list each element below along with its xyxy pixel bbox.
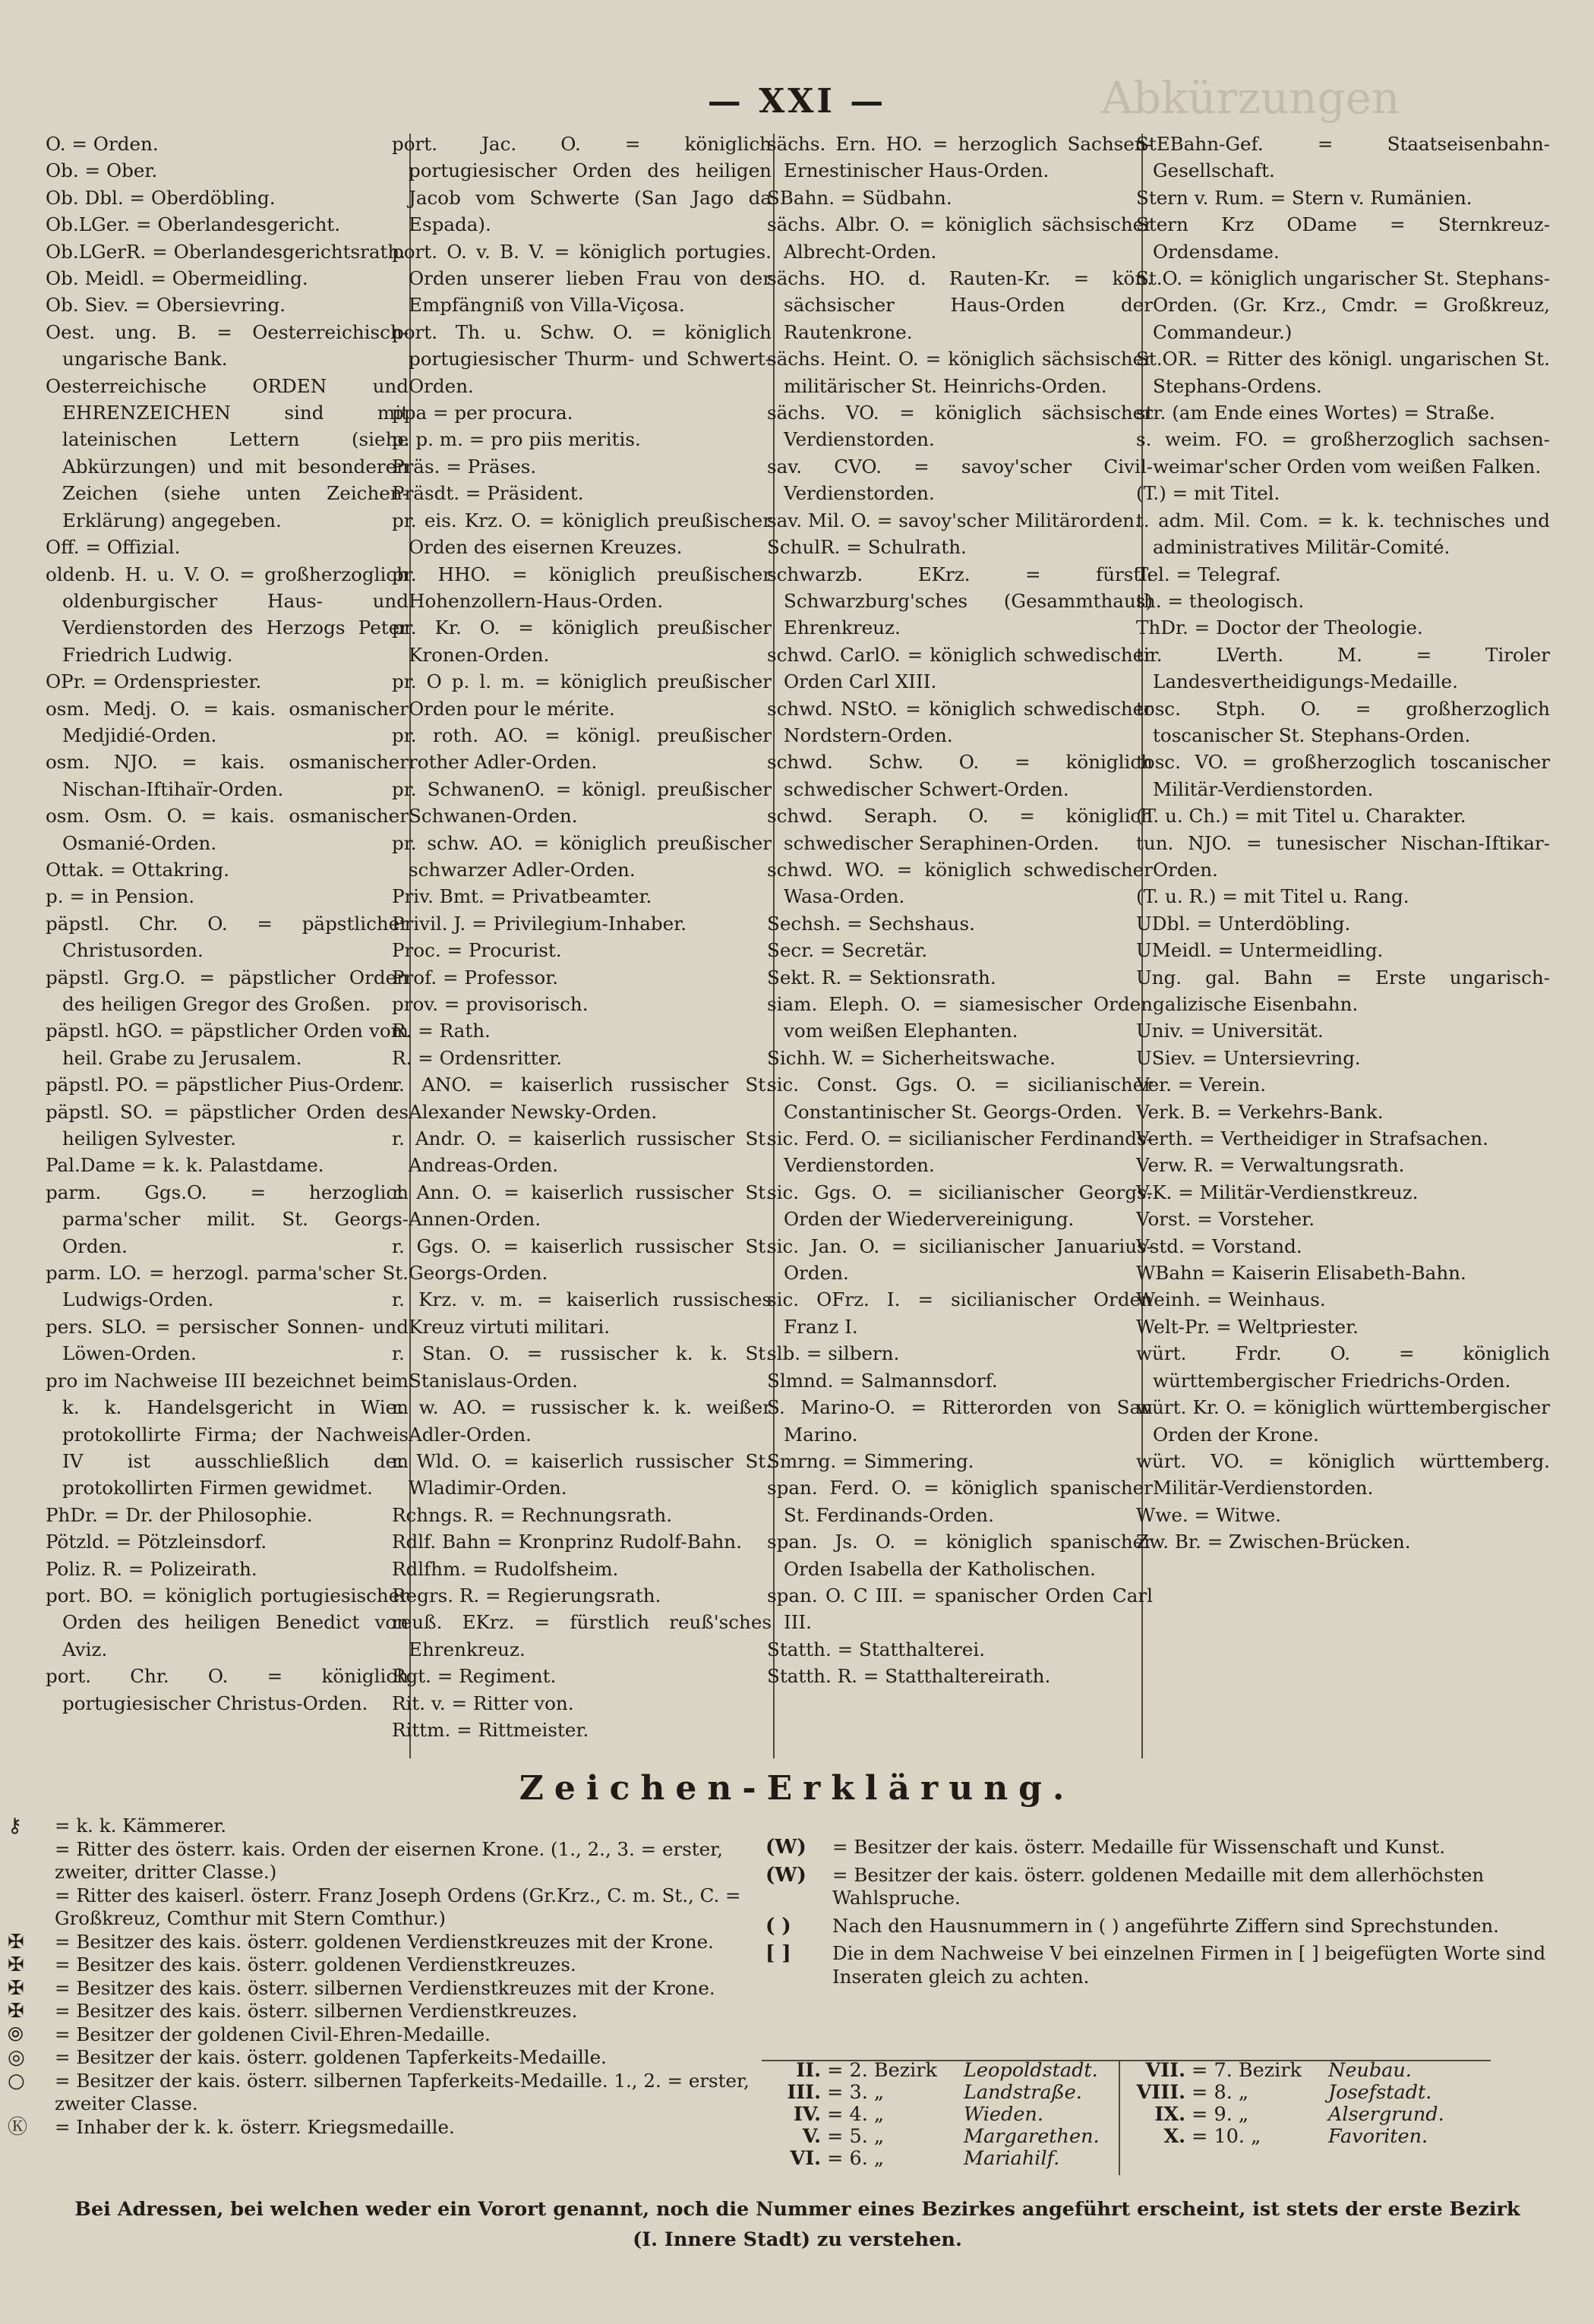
district-name: Alsergrund.: [1328, 2103, 1444, 2126]
abbreviation-entry: Pal.Dame = k. k. Palastdame.: [46, 1154, 324, 1177]
abbreviation-entry: th. = theologisch.: [1136, 589, 1305, 612]
district-name: Leopoldstadt.: [964, 2059, 1098, 2082]
abbreviation-entry: sic. Ggs. O. = sicilianischer Georgs-Orden der Wiedervereinigung.: [767, 1181, 1153, 1231]
legend-symbol-icon: ○: [8, 2069, 25, 2092]
abbreviation-entry: ThDr. = Doctor der Theologie.: [1136, 616, 1423, 639]
footer-note: [53, 2194, 1542, 2255]
abbreviation-entry: p. p. m. = pro piis meritis.: [392, 428, 641, 451]
abbreviation-entry: r. Andr. O. = kaiserlich russischer St. Andreas-Orden.: [392, 1127, 772, 1177]
legend-text: = Besitzer des kais. österr. silbernen Verdienstkreuzes mit der Krone.: [55, 1976, 715, 1999]
abbreviation-entry: Rdlf. Bahn = Kronprinz Rudolf-Bahn.: [392, 1531, 742, 1553]
district-name: Margarethen.: [964, 2125, 1100, 2148]
abbreviation-entry: Verth. = Vertheidiger in Strafsachen.: [1136, 1127, 1488, 1150]
abbreviation-entry: tun. NJO. = tunesischer Nischan-Iftikar-Orden.: [1136, 831, 1550, 881]
footer-line-2: (I. Innere Stadt) zu verstehen.: [633, 2228, 962, 2251]
abbreviation-entry: pers. SLO. = persischer Sonnen- und Löwen-Orden.: [46, 1315, 409, 1365]
abbreviation-entry: Sichh. W. = Sicherheitswache.: [767, 1046, 1056, 1069]
district-numeral: II.: [796, 2059, 821, 2082]
abbreviation-entry: sav. Mil. O. = savoy'scher Militärorden.: [767, 509, 1141, 531]
abbreviation-entry: Welt-Pr. = Weltpriester.: [1136, 1315, 1359, 1338]
symbol-legend-right: [759, 1836, 1564, 1993]
abbreviation-entry: Pötzld. = Pötzleinsdorf.: [46, 1531, 267, 1553]
district-number: = 9. „: [1192, 2103, 1249, 2126]
abbreviation-columns: [0, 131, 1594, 1763]
abbreviation-entry: schwd. NStO. = königlich schwedischer Nordstern-Orden.: [767, 697, 1153, 746]
district-row: [1126, 2104, 1483, 2126]
abbreviation-entry: päpstl. PO. = päpstlicher Pius-Orden.: [46, 1074, 400, 1096]
abbreviation-entry: port. Jac. O. = königlich portugiesischer Orden des heiligen Jacob vom Schwerte (San Jago da Espada).: [392, 133, 772, 236]
abbreviation-entry: ppa = per procura.: [392, 402, 573, 424]
abbreviation-entry: päpstl. Grg.O. = päpstlicher Orden des heiligen Gregor des Großen.: [46, 966, 409, 1015]
abbreviation-entry: r. Krz. v. m. = kaiserlich russisches Kreuz virtuti militari.: [392, 1288, 772, 1338]
abbreviation-entry: osm. Medj. O. = kais. osmanischer Medjidié-Orden.: [46, 697, 409, 746]
legend-row: [0, 2070, 759, 2116]
abbreviation-entry: sic. Ferd. O. = sicilianischer Ferdinands-Verdienstorden.: [767, 1127, 1153, 1177]
district-numeral: V.: [802, 2125, 821, 2148]
district-list-left: [762, 2060, 1119, 2170]
abbreviation-entry: sächs. Heint. O. = königlich sächsischer militärischer St. Heinrichs-Orden.: [767, 348, 1153, 397]
abbreviation-entry: pr. HHO. = königlich preußischer Hohenzollern-Haus-Orden.: [392, 563, 772, 612]
abbreviation-entry: Statth. = Statthalterei.: [767, 1638, 986, 1660]
legend-text: = Besitzer der kais. österr. Medaille für Wissenschaft und Kunst.: [832, 1836, 1446, 1858]
legend-symbol-icon: ✠: [8, 1953, 24, 1976]
abbreviation-entry: sic. Jan. O. = sicilianischer Januarius-Orden.: [767, 1235, 1153, 1285]
abbreviation-entry: päpstl. hGO. = päpstlicher Orden vom heil. Grabe zu Jerusalem.: [46, 1020, 409, 1069]
abbreviation-entry: parm. LO. = herzogl. parma'scher St. Ludwigs-Orden.: [46, 1262, 409, 1311]
abbreviation-entry: sächs. VO. = königlich sächsischer Verdienstorden.: [767, 402, 1153, 451]
abbreviation-entry: reuß. EKrz. = fürstlich reuß'sches Ehrenkreuz.: [392, 1611, 772, 1660]
abbreviation-entry: parm. Ggs.O. = herzoglich parma'scher milit. St. Georgs-Orden.: [46, 1181, 409, 1257]
abbreviation-entry: Statth. R. = Statthaltereirath.: [767, 1665, 1051, 1688]
abbreviation-entry: Oesterreichische ORDEN und EHRENZEICHEN sind mit lateinischen Lettern (siehe Abkürzungen) und mit besonderen Zeichen (siehe unten Zeichen-Erklärung) angegeben.: [46, 374, 409, 531]
abbreviation-entry: Präsdt. = Präsident.: [392, 482, 584, 505]
abbreviation-entry: sächs. HO. d. Rauten-Kr. = kön. sächsischer Haus-Orden der Rautenkrone.: [767, 267, 1153, 343]
abbreviation-entry: Stern Krz ODame = Sternkreuz-Ordensdame.: [1136, 213, 1550, 263]
abbreviation-entry: t. adm. Mil. Com. = k. k. technisches und administratives Militär-Comité.: [1136, 509, 1550, 559]
legend-text: = Besitzer der kais. österr. goldenen Tapferkeits-Medaille.: [55, 2046, 607, 2068]
abbreviation-entry: Priv. Bmt. = Privatbeamter.: [392, 885, 652, 908]
abbreviation-entry: Präs. = Präses.: [392, 455, 537, 478]
legend-symbol-icon: ◎: [8, 2046, 25, 2069]
abbreviation-entry: Sechsh. = Sechshaus.: [767, 912, 975, 935]
abbreviation-entry: Ob. Dbl. = Oberdöbling.: [46, 186, 276, 209]
abbreviation-entry: Vorst. = Vorsteher.: [1136, 1208, 1315, 1231]
abbreviation-entry: port. BO. = königlich portugiesischer Orden des heiligen Benedict von Aviz.: [46, 1584, 409, 1660]
abbreviation-column-1: [46, 131, 409, 1717]
abbreviation-entry: span. O. C III. = spanischer Orden Carl III.: [767, 1584, 1153, 1634]
legend-symbol-icon: ⚷: [8, 1815, 23, 1837]
district-name: Wieden.: [964, 2103, 1043, 2126]
abbreviation-entry: Off. = Offizial.: [46, 536, 181, 559]
district-number: = 4. „: [827, 2103, 885, 2126]
abbreviation-entry: Ung. gal. Bahn = Erste ungarisch-galizische Eisenbahn.: [1136, 966, 1550, 1015]
abbreviation-entry: Ob. = Ober.: [46, 159, 158, 182]
district-number: = 2. Bezirk: [827, 2059, 937, 2082]
abbreviation-entry: PhDr. = Dr. der Philosophie.: [46, 1503, 313, 1526]
abbreviation-entry: Rittm. = Rittmeister.: [392, 1718, 589, 1741]
abbreviation-entry: pr. schw. AO. = königlich preußischer schwarzer Adler-Orden.: [392, 831, 772, 881]
symbol-legend-left: [0, 1815, 759, 2139]
abbreviation-entry: Verk. B. = Verkehrs-Bank.: [1136, 1100, 1384, 1123]
district-number: = 8. „: [1192, 2081, 1249, 2104]
abbreviation-entry: Zw. Br. = Zwischen-Brücken.: [1136, 1531, 1411, 1553]
district-row: [762, 2104, 1119, 2126]
abbreviation-entry: päpstl. SO. = päpstlicher Orden des heiligen Sylvester.: [46, 1100, 409, 1150]
legend-text: = Inhaber der k. k. österr. Kriegsmedaille.: [55, 2115, 455, 2138]
abbreviation-entry: sic. Const. Ggs. O. = sicilianischer Constantinischer St. Georgs-Orden.: [767, 1074, 1153, 1123]
district-name: Mariahilf.: [964, 2147, 1060, 2170]
abbreviation-entry: SchulR. = Schulrath.: [767, 536, 967, 559]
legend-symbol-icon: ⦾: [8, 2023, 24, 2046]
abbreviation-entry: Poliz. R. = Polizeirath.: [46, 1557, 257, 1580]
abbreviation-column-3: [767, 131, 1153, 1690]
abbreviation-entry: Sekt. R. = Sektionsrath.: [767, 966, 996, 989]
abbreviation-entry: tosc. Stph. O. = großherzoglich toscanischer St. Stephans-Orden.: [1136, 697, 1550, 746]
legend-symbol-icon: ✠: [8, 2000, 24, 2023]
legend-row: [0, 1815, 759, 1838]
abbreviation-entry: S. Marino-O. = Ritterorden von San Marino.: [767, 1396, 1153, 1446]
abbreviation-entry: Regrs. R. = Regierungsrath.: [392, 1584, 661, 1607]
abbreviation-entry: pr. Kr. O. = königlich preußischer Kronen-Orden.: [392, 616, 772, 666]
abbreviation-entry: pr. O p. l. m. = königlich preußischer Orden pour le mérite.: [392, 670, 772, 720]
abbreviation-entry: span. Ferd. O. = königlich spanischer St. Ferdinands-Orden.: [767, 1477, 1153, 1526]
abbreviation-entry: prov. = provisorisch.: [392, 993, 589, 1015]
legend-symbol-icon: ( ): [765, 1914, 791, 1938]
abbreviation-entry: Proc. = Procurist.: [392, 939, 562, 962]
legend-row: [759, 1942, 1564, 1988]
abbreviation-entry: würt. Kr. O. = königlich württembergischer Orden der Krone.: [1136, 1396, 1550, 1446]
legend-text: = Besitzer des kais. österr. silbernen Verdienstkreuzes.: [55, 2000, 578, 2022]
abbreviation-entry: O. = Orden.: [46, 133, 159, 155]
abbreviation-entry: Wwe. = Witwe.: [1136, 1503, 1281, 1526]
abbreviation-entry: Tel. = Telegraf.: [1136, 563, 1281, 585]
legend-row: [0, 2000, 759, 2023]
abbreviation-entry: würt. Frdr. O. = königlich württembergischer Friedrichs-Orden.: [1136, 1342, 1550, 1392]
legend-symbol-icon: (W): [765, 1836, 806, 1859]
legend-row: [759, 1915, 1564, 1938]
district-numeral: IX.: [1154, 2103, 1185, 2126]
abbreviation-entry: Smrng. = Simmering.: [767, 1449, 974, 1472]
abbreviation-entry: R. = Ordensritter.: [392, 1046, 563, 1069]
abbreviation-entry: tosc. VO. = großherzoglich toscanischer Militär-Verdienstorden.: [1136, 751, 1550, 800]
abbreviation-entry: p. = in Pension.: [46, 885, 195, 908]
district-number: = 5. „: [827, 2125, 885, 2148]
district-separator: [1119, 2061, 1120, 2175]
district-number: = 10. „: [1192, 2125, 1261, 2148]
abbreviation-entry: schwd. CarlO. = königlich schwedischer Orden Carl XIII.: [767, 643, 1153, 693]
legend-text: = Ritter des österr. kais. Orden der eisernen Krone. (1., 2., 3. = erster, zweiter, dritter Classe.): [55, 1837, 723, 1883]
abbreviation-entry: Verw. R. = Verwaltungsrath.: [1136, 1154, 1405, 1177]
abbreviation-entry: würt. VO. = königlich württemberg. Militär-Verdienstorden.: [1136, 1449, 1550, 1499]
district-numeral: X.: [1163, 2125, 1185, 2148]
abbreviation-entry: pro im Nachweise III bezeichnet beim k. k. Handelsgericht in Wien protokollirte Firma; der Nachweis IV ist ausschließlich den protokollirten Firmen gewidmet.: [46, 1369, 409, 1499]
abbreviation-entry: SBahn. = Südbahn.: [767, 186, 952, 209]
abbreviation-entry: port. Chr. O. = königlich portugiesischer Christus-Orden.: [46, 1665, 409, 1714]
abbreviation-entry: Rgt. = Regiment.: [392, 1665, 557, 1688]
district-numeral: III.: [787, 2081, 821, 2104]
district-name: Neubau.: [1328, 2059, 1412, 2082]
legend-symbol-icon: ✠: [8, 1976, 24, 2000]
abbreviation-entry: sav. CVO. = savoy'scher Civil-Verdienstorden.: [767, 455, 1153, 505]
district-number: = 6. „: [827, 2147, 885, 2170]
district-row: [762, 2126, 1119, 2148]
abbreviation-entry: StEBahn-Gef. = Staatseisenbahn-Gesellschaft.: [1136, 133, 1550, 182]
abbreviation-entry: USiev. = Untersievring.: [1136, 1046, 1361, 1069]
legend-row: [0, 1977, 759, 2001]
abbreviation-entry: Ob. Siev. = Obersievring.: [46, 294, 286, 317]
district-numeral: IV.: [793, 2103, 821, 2126]
legend-text: Nach den Hausnummern in ( ) angeführte Ziffern sind Sprechstunden.: [832, 1914, 1499, 1937]
district-row: [762, 2060, 1119, 2082]
abbreviation-entry: r. Wld. O. = kaiserlich russischer St. Wladimir-Orden.: [392, 1449, 772, 1499]
legend-symbol-icon: [ ]: [765, 1942, 791, 1965]
abbreviation-entry: St.O. = königlich ungarischer St. Stephans-Orden. (Gr. Krz., Cmdr. = Großkreuz, Commandeur.): [1136, 267, 1550, 343]
district-table: [762, 2060, 1521, 2177]
legend-row: [759, 1864, 1564, 1910]
abbreviation-entry: Oest. ung. B. = Oesterreichisch-ungarische Bank.: [46, 320, 409, 371]
abbreviation-entry: UMeidl. = Untermeidling.: [1136, 939, 1384, 962]
legend-text: Die in dem Nachweise V bei einzelnen Firmen in [ ] beigefügten Worte sind Inseraten gleich zu achten.: [832, 1942, 1546, 1988]
abbreviation-column-2: [392, 131, 772, 1743]
abbreviation-entry: Ob.LGerR. = Oberlandesgerichtsrath.: [46, 240, 406, 263]
abbreviation-entry: Prof. = Professor.: [392, 966, 559, 989]
abbreviation-entry: r. w. AO. = russischer k. k. weißer Adler-Orden.: [392, 1396, 772, 1446]
abbreviation-entry: Ob. Meidl. = Obermeidling.: [46, 267, 308, 290]
abbreviation-entry: osm. Osm. O. = kais. osmanischer Osmanié-Orden.: [46, 805, 409, 854]
legend-row: [0, 2046, 759, 2070]
legend-row: [0, 1884, 759, 1931]
abbreviation-entry: UDbl. = Unterdöbling.: [1136, 912, 1351, 935]
abbreviation-entry: r. ANO. = kaiserlich russischer St. Alexander Newsky-Orden.: [392, 1074, 772, 1123]
abbreviation-entry: Weinh. = Weinhaus.: [1136, 1288, 1326, 1311]
abbreviation-entry: pr. roth. AO. = königl. preußischer rother Adler-Orden.: [392, 724, 772, 774]
district-row: [762, 2148, 1119, 2170]
abbreviation-entry: span. Js. O. = königlich spanischer Orden Isabella der Katholischen.: [767, 1531, 1153, 1580]
legend-text: = Besitzer der kais. österr. silbernen Tapferkeits-Medaille. 1., 2. = erster, zweiter Classe.: [55, 2069, 750, 2114]
abbreviation-entry: schwarzb. EKrz. = fürstl. Schwarzburg'sches (Gesammthaus) Ehrenkreuz.: [767, 563, 1153, 639]
abbreviation-entry: Stern v. Rum. = Stern v. Rumänien.: [1136, 186, 1472, 209]
abbreviation-entry: sächs. Ern. HO. = herzoglich Sachsen-Ernestinischer Haus-Orden.: [767, 133, 1153, 182]
abbreviation-entry: OPr. = Ordenspriester.: [46, 670, 262, 693]
legend-text: = Besitzer des kais. österr. goldenen Verdienstkreuzes.: [55, 1953, 576, 1976]
district-name: Favoriten.: [1328, 2125, 1428, 2148]
district-number: = 7. Bezirk: [1192, 2059, 1302, 2082]
abbreviation-entry: Vstd. = Vorstand.: [1136, 1235, 1302, 1257]
legend-row: [0, 2023, 759, 2047]
legend-row: [0, 1931, 759, 1954]
district-row: [1126, 2126, 1483, 2148]
abbreviation-entry: tir. LVerth. M. = Tiroler Landesvertheidigungs-Medaille.: [1136, 643, 1550, 693]
legend-row: [0, 2116, 759, 2140]
abbreviation-entry: schwd. Seraph. O. = königlich schwedischer Seraphinen-Orden.: [767, 805, 1153, 854]
abbreviation-entry: Secr. = Secretär.: [767, 939, 928, 962]
legend-symbol-icon: ✠: [8, 1930, 24, 1953]
legend-text: = Besitzer der kais. österr. goldenen Medaille mit dem allerhöchsten Wahlspruche.: [832, 1863, 1485, 1909]
abbreviation-entry: V.K. = Militär-Verdienstkreuz.: [1136, 1181, 1419, 1203]
abbreviation-entry: Univ. = Universität.: [1136, 1020, 1324, 1042]
legend-symbol-icon: Ⓚ: [8, 2115, 28, 2139]
abbreviation-entry: schwd. WO. = königlich schwedischer Wasa-Orden.: [767, 858, 1153, 908]
abbreviation-entry: oldenb. H. u. V. O. = großherzoglich oldenburgischer Haus- und Verdienstorden des Herzogs Peter Friedrich Ludwig.: [46, 563, 409, 666]
legend-row: [0, 1953, 759, 1977]
legend-title: Zeichen-Erklärung.: [519, 1769, 1075, 1808]
abbreviation-entry: Rchngs. R. = Rechnungsrath.: [392, 1503, 673, 1526]
legend-text: = Besitzer der goldenen Civil-Ehren-Medaille.: [55, 2023, 491, 2045]
abbreviation-entry: R. = Rath.: [392, 1020, 491, 1042]
district-list-right: [1126, 2060, 1483, 2148]
district-name: Josefstadt.: [1328, 2081, 1432, 2104]
abbreviation-entry: (T. u. R.) = mit Titel u. Rang.: [1136, 885, 1409, 908]
abbreviation-entry: Rdlfhm. = Rudolfsheim.: [392, 1557, 619, 1580]
abbreviation-entry: sic. OFrz. I. = sicilianischer Orden Franz I.: [767, 1288, 1153, 1338]
legend-text: = k. k. Kämmerer.: [55, 1815, 227, 1837]
abbreviation-entry: St.OR. = Ritter des königl. ungarischen St. Stephans-Ordens.: [1136, 348, 1550, 397]
legend-text: = Besitzer des kais. österr. goldenen Verdienstkreuzes mit der Krone.: [55, 1930, 714, 1953]
legend-symbol-icon: (W): [765, 1863, 806, 1887]
abbreviation-entry: port. Th. u. Schw. O. = königlich portugiesischer Thurm- und Schwert-Orden.: [392, 320, 772, 397]
legend-row: [759, 1836, 1564, 1859]
page-number: — XXI —: [707, 82, 887, 121]
abbreviation-entry: päpstl. Chr. O. = päpstlicher Christusorden.: [46, 912, 409, 962]
abbreviation-entry: Ob.LGer. = Oberlandesgericht.: [46, 213, 341, 236]
footer-line-1: Bei Adressen, bei welchen weder ein Vorort genannt, noch die Nummer eines Bezirkes angeführt erscheint, ist stets der erste Bezirk: [74, 2198, 1520, 2221]
legend-row: [0, 1838, 759, 1884]
district-row: [1126, 2082, 1483, 2104]
abbreviation-entry: r. Stan. O. = russischer k. k. St. Stanislaus-Orden.: [392, 1342, 772, 1392]
district-row: [1126, 2060, 1483, 2082]
district-numeral: VI.: [790, 2147, 821, 2170]
abbreviation-entry: slb. = silbern.: [767, 1342, 900, 1365]
legend-text: = Ritter des kaiserl. österr. Franz Joseph Ordens (Gr.Krz., C. m. St., C. = Großkreuz, Comthur mit Stern Comthur.): [55, 1884, 741, 1929]
abbreviation-entry: Privil. J. = Privilegium-Inhaber.: [392, 912, 687, 935]
abbreviation-entry: (T.) = mit Titel.: [1136, 482, 1280, 505]
bleed-through-text: Abkürzungen: [1101, 72, 1400, 124]
abbreviation-entry: pr. eis. Krz. O. = königlich preußischer Orden des eisernen Kreuzes.: [392, 509, 772, 559]
abbreviation-entry: r. Ann. O. = kaiserlich russischer St. Annen-Orden.: [392, 1181, 772, 1231]
abbreviation-entry: str. (am Ende eines Wortes) = Straße.: [1136, 402, 1495, 424]
abbreviation-entry: siam. Eleph. O. = siamesischer Orden vom weißen Elephanten.: [767, 993, 1153, 1042]
abbreviation-entry: Ver. = Verein.: [1136, 1074, 1267, 1096]
district-number: = 3. „: [827, 2081, 885, 2104]
abbreviation-entry: Rit. v. = Ritter von.: [392, 1692, 574, 1714]
abbreviation-entry: Ottak. = Ottakring.: [46, 858, 230, 881]
district-row: [762, 2082, 1119, 2104]
abbreviation-entry: Slmnd. = Salmannsdorf.: [767, 1369, 998, 1392]
district-numeral: VIII.: [1136, 2081, 1185, 2104]
abbreviation-entry: (T. u. Ch.) = mit Titel u. Charakter.: [1136, 805, 1466, 828]
abbreviation-entry: pr. SchwanenO. = königl. preußischer Schwanen-Orden.: [392, 777, 772, 828]
abbreviation-entry: sächs. Albr. O. = königlich sächsischer Albrecht-Orden.: [767, 213, 1153, 263]
abbreviation-entry: schwd. Schw. O. = königlich schwedischer Schwert-Orden.: [767, 751, 1153, 800]
abbreviation-column-4: [1136, 131, 1550, 1556]
district-numeral: VII.: [1145, 2059, 1185, 2082]
abbreviation-entry: osm. NJO. = kais. osmanischer Nischan-Iftihaïr-Orden.: [46, 751, 409, 800]
abbreviation-entry: r. Ggs. O. = kaiserlich russischer St. Georgs-Orden.: [392, 1235, 772, 1285]
district-name: Landstraße.: [964, 2081, 1082, 2104]
abbreviation-entry: WBahn = Kaiserin Elisabeth-Bahn.: [1136, 1262, 1466, 1285]
abbreviation-entry: port. O. v. B. V. = königlich portugies. Orden unserer lieben Frau von der Empfängniß von Villa-Viçosa.: [392, 240, 772, 317]
abbreviation-entry: s. weim. FO. = großherzoglich sachsen-weimar'scher Orden vom weißen Falken.: [1136, 428, 1550, 478]
